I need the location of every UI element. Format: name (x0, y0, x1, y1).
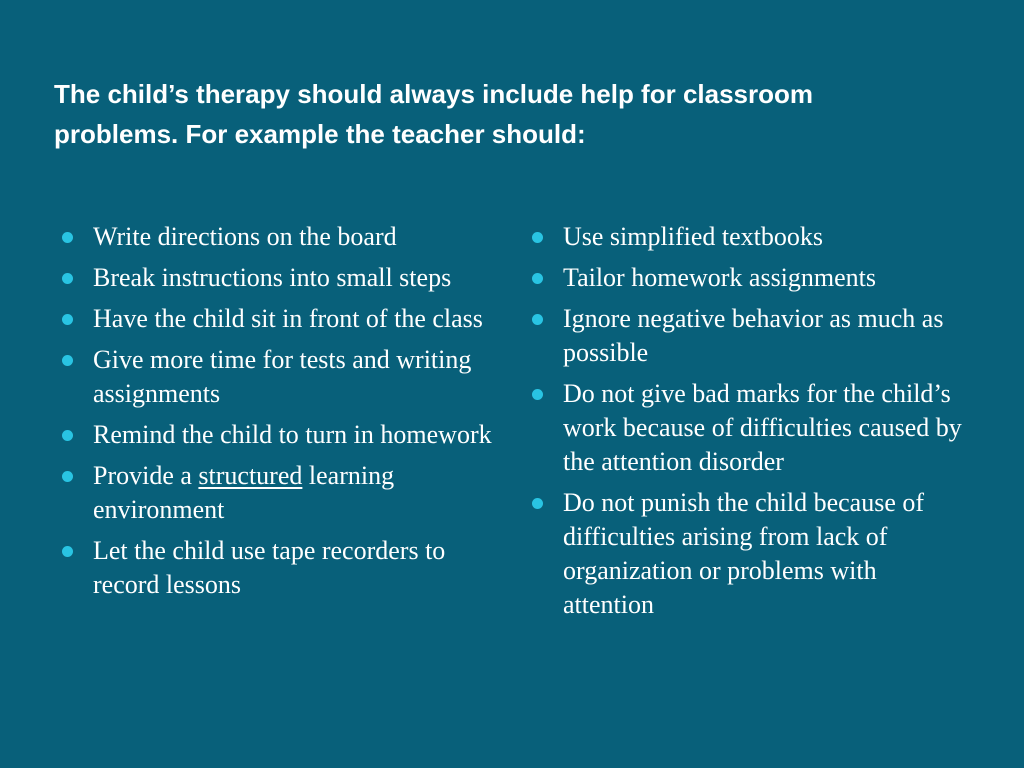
list-item (532, 220, 972, 254)
bullet-dot-icon (532, 498, 543, 509)
slide-title-line-1: The child’s therapy should always include help for classroom (54, 79, 814, 109)
underlined-word: structured (198, 461, 303, 490)
list-item (532, 261, 972, 295)
list-item-text: Remind the child to turn in homework (93, 420, 492, 449)
bullet-dot-icon (62, 314, 73, 325)
list-item-text-post: learning environment (93, 461, 395, 524)
left-bullet-list (62, 220, 502, 609)
list-item-text: Do not give bad marks for the child’s work because of difficulties caused by the attention disorder (563, 379, 962, 476)
list-item (532, 302, 972, 370)
list-item-text: Tailor homework assignments (563, 263, 877, 292)
bullet-dot-icon (532, 389, 543, 400)
list-item (532, 377, 972, 479)
bullet-dot-icon (532, 314, 543, 325)
bullet-dot-icon (62, 355, 73, 366)
list-item (62, 261, 502, 295)
list-item-text: Do not punish the child because of difficulties arising from lack of organization or problems with attention (563, 488, 925, 619)
bullet-dot-icon (62, 273, 73, 284)
list-item (62, 459, 502, 527)
list-item (62, 534, 502, 602)
list-item-text (93, 461, 394, 524)
list-item-text: Give more time for tests and writing assignments (93, 345, 472, 408)
bullet-dot-icon (532, 273, 543, 284)
bullet-dot-icon (62, 546, 73, 557)
list-item-text: Let the child use tape recorders to record lessons (93, 536, 446, 599)
list-item (62, 302, 502, 336)
list-item (62, 343, 502, 411)
slide-title (54, 74, 974, 154)
list-item (62, 220, 502, 254)
bullet-dot-icon (62, 430, 73, 441)
list-item-text: Use simplified textbooks (563, 222, 823, 251)
right-bullet-list (532, 220, 972, 629)
list-item-text: Have the child sit in front of the class (93, 304, 483, 333)
list-item (532, 486, 972, 622)
slide-title-line-2: problems. For example the teacher should: (54, 119, 586, 149)
bullet-dot-icon (532, 232, 543, 243)
list-item-text: Ignore negative behavior as much as possible (563, 304, 944, 367)
list-item-text: Write directions on the board (93, 222, 397, 251)
bullet-dot-icon (62, 471, 73, 482)
list-item-text-pre: Provide a (93, 461, 199, 490)
bullet-dot-icon (62, 232, 73, 243)
list-item-text: Break instructions into small steps (93, 263, 452, 292)
list-item (62, 418, 502, 452)
